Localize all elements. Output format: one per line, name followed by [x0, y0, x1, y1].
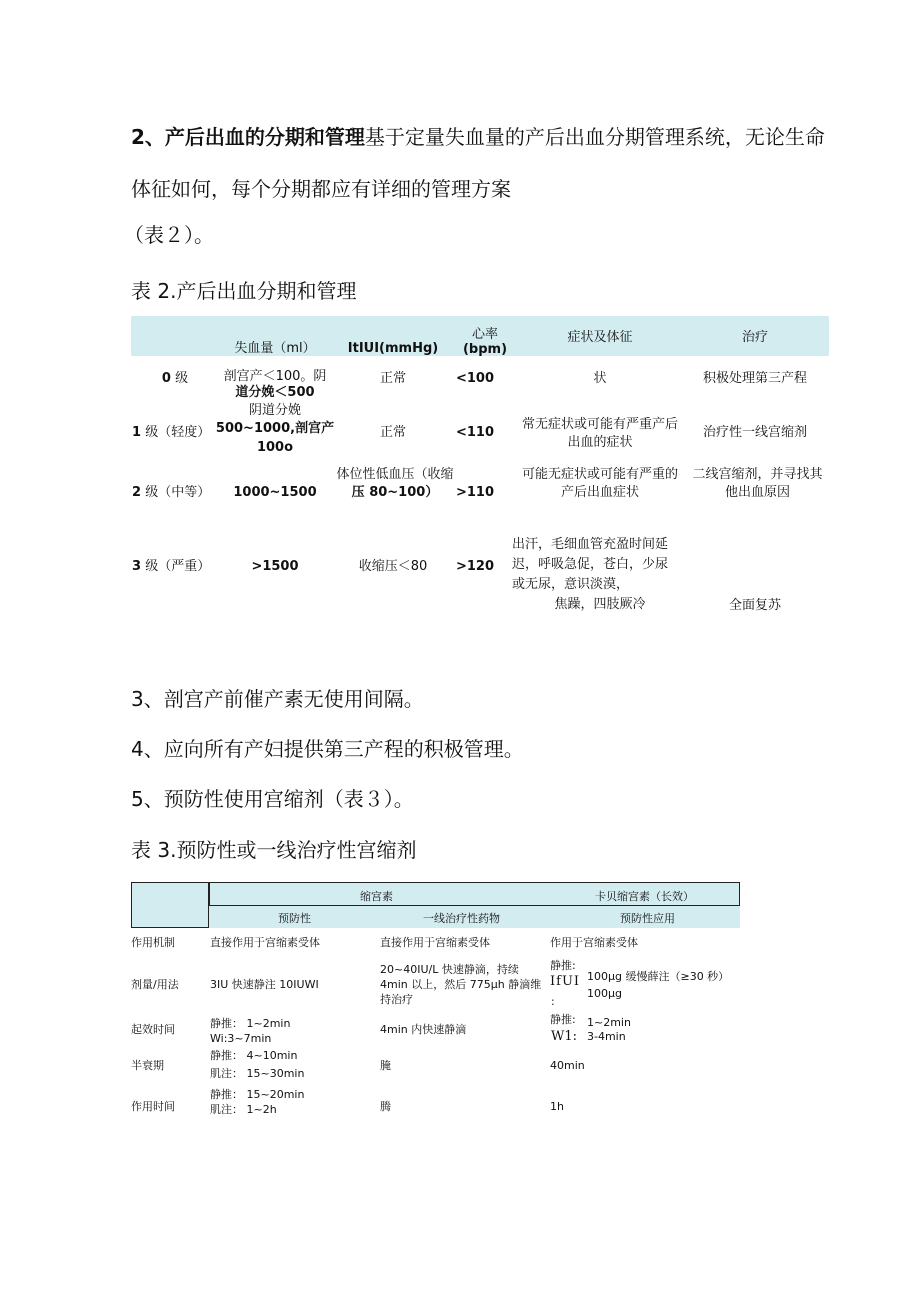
bp-value: 压 80~100）	[351, 485, 439, 500]
table2-header-symptoms: 症状及体征	[567, 330, 633, 345]
table3-mechanism-c1: 直接作用于宫缩素受体	[210, 936, 320, 949]
table2-header-treatment: 治疗	[741, 330, 768, 345]
table3-header-corner	[131, 882, 209, 928]
table3-halflife-c1-1: 静推： 4~10min	[210, 1049, 298, 1062]
table3-onset-c2: 4min 内快速静滴	[380, 1023, 467, 1036]
table3-onset-c1-2: Wi:3~7min	[210, 1032, 272, 1045]
section-heading-bold: 2、产后出血的分期和管理	[131, 125, 365, 149]
table3-mechanism-c3: 作用于宫缩素受体	[550, 936, 638, 949]
section-heading-line	[131, 121, 825, 150]
table2-row0-bp: 正常	[379, 371, 406, 386]
table3-sub-first-line: 一线治疗性药物	[423, 912, 500, 925]
table2-row3-symptoms-3: 或无尿，意识淡漠，	[512, 577, 630, 592]
table2-row2-bp-2	[325, 484, 465, 501]
table3-onset-c1-1: 静推： 1~2min	[210, 1017, 291, 1030]
table3-halflife-c2: 腌	[380, 1059, 391, 1072]
table2-row2-loss: 1000~1500	[233, 485, 317, 500]
table3-dose-c3-k3: :	[551, 995, 555, 1008]
table3-duration-c1-2: 肌注： 1~2h	[210, 1103, 277, 1116]
table3-dose-c1: 3IU 快速静注 10IUWI	[210, 978, 319, 991]
grade-number: 2	[132, 485, 142, 500]
table3-halflife-c3: 40min	[550, 1059, 585, 1072]
table3-group-oxytocin: 缩宫素	[360, 890, 393, 903]
table2-row2-hr: >110	[455, 485, 495, 500]
table3-onset-label: 起效时间	[131, 1023, 175, 1036]
grade-text: 级（中等）	[145, 485, 211, 500]
table3-onset-c3-k2: W1:	[551, 1029, 578, 1044]
intro-line-3: （表２）。	[124, 223, 214, 247]
table2-header-hr-2: (bpm)	[462, 342, 508, 357]
table2-caption: 表 2.产后出血分期和管理	[131, 279, 357, 303]
table2-row3-symptoms-1: 出汗，毛细血管充盈时间延	[512, 537, 669, 552]
table3-duration-c1-1: 静推： 15~20min	[210, 1088, 305, 1101]
point-5: 5、预防性使用宫缩剂（表３）。	[131, 787, 414, 811]
loss-text: 剖宫产＜100。阴	[223, 369, 327, 384]
table3-onset-c3-k1: 静推:	[550, 1013, 576, 1026]
table3-halflife-label: 半衰期	[131, 1059, 164, 1072]
table2-row3-symptoms-4: 焦躁，四肢厥冷	[554, 597, 646, 612]
table3-duration-c2: 腾	[380, 1100, 391, 1113]
table3-dose-c2-3: 持治疗	[380, 993, 413, 1006]
table3-duration-label: 作用时间	[131, 1100, 175, 1113]
table2-row2-symptoms-2: 产后出血症状	[560, 485, 639, 500]
table2-row2-symptoms-1: 可能无症状或可能有严重的	[521, 467, 678, 482]
table2-row0-grade	[135, 370, 215, 387]
table3-dose-c3-v2: 100μg	[587, 987, 622, 1000]
table2-header-bp: ItIUI(mmHg)	[347, 341, 439, 356]
table3-onset-c3-v1: 1~2min	[587, 1016, 631, 1029]
table2-row0-symptoms: 状	[593, 371, 607, 386]
grade-text: 级（严重）	[145, 559, 211, 574]
table2-row3-bp: 收缩压＜80	[358, 559, 428, 574]
table2-row2-treatment-1: 二线宫缩剂，并寻找其	[692, 467, 823, 482]
table2-row1-hr: <110	[455, 425, 495, 440]
table2-row2-bp-1: 体位性低血压（收缩	[336, 467, 454, 482]
table3-group-carbetocin: 卡贝缩宫素（长效）	[595, 890, 694, 903]
table2-row3-symptoms-2: 迟，呼吸急促，苍白，少尿	[512, 557, 669, 572]
table2-row3-grade	[132, 558, 212, 575]
table3-dose-c3-k1: 静推:	[550, 959, 576, 972]
table3-sub-carbetocin-use: 预防性应用	[620, 912, 675, 925]
table2-row1-loss-2: 500~1000,剖宫产	[215, 421, 335, 436]
table2-row0-hr: <100	[455, 371, 495, 386]
grade-number: 1	[132, 425, 142, 440]
table2-row1-loss-3: 100o	[256, 440, 294, 455]
table2-row1-bp: 正常	[379, 425, 406, 440]
table2-row1-loss-1: 阴道分娩	[248, 403, 301, 418]
point-3: 3、剖宫产前催产素无使用间隔。	[131, 687, 424, 711]
table2-row3-loss: >1500	[251, 559, 299, 574]
table2-header-blood-loss: 失血量（ml）	[234, 341, 316, 356]
table2-row0-treatment: 积极处理第三产程	[702, 371, 807, 386]
table3-duration-c3: 1h	[550, 1100, 564, 1113]
table3-dose-c2-2: 4min 以上，然后 775μh 静滴维	[380, 978, 542, 991]
section-heading-rest: 基于定量失血量的产后出血分期管理系统，无论生命	[364, 125, 825, 149]
table3-dose-c3-v1: 100μg 缓慢薛注（≥30 秒）	[587, 970, 730, 983]
table2-row1-treatment: 治疗性一线宫缩剂	[702, 425, 807, 440]
table3-dose-c3-k2: IfUI	[550, 974, 581, 989]
grade-text: 级（轻度）	[145, 425, 211, 440]
table2-row3-treatment: 全面复苏	[728, 598, 781, 613]
table2-row0-loss-1	[215, 368, 335, 385]
grade-text: 级	[175, 371, 189, 386]
table2-row2-treatment-2: 他出血原因	[724, 485, 790, 500]
table2-row1-symptoms-2: 出血的症状	[567, 435, 633, 450]
table3-mechanism-label: 作用机制	[131, 936, 175, 949]
point-4: 4、应向所有产妇提供第三产程的积极管理。	[131, 737, 524, 761]
table2-row1-symptoms-1: 常无症状或可能有严重产后	[521, 417, 678, 432]
table2-header-hr-1: 心率	[471, 327, 498, 342]
grade-number: 0	[161, 371, 171, 386]
table2-row2-grade	[132, 484, 212, 501]
grade-number: 3	[132, 559, 142, 574]
table3-onset-c3-v2: 3-4min	[587, 1030, 626, 1043]
table3-dose-c2-1: 20~40IU/L 快速静滴，持续	[380, 963, 519, 976]
intro-line-2: 体征如何，每个分期都应有详细的管理方案	[131, 177, 511, 201]
table3-mechanism-c2: 直接作用于宫缩素受体	[380, 936, 490, 949]
table2-row3-hr: >120	[455, 559, 495, 574]
table2-row0-loss-2: 道分娩＜500	[235, 385, 315, 400]
table2-row1-grade	[132, 424, 212, 441]
table3-halflife-c1-2: 肌注： 15~30min	[210, 1067, 305, 1080]
table3-caption: 表 3.预防性或一线治疗性宫缩剂	[131, 838, 417, 862]
table3-dose-label: 剂量/用法	[131, 978, 179, 991]
table3-sub-prophylactic: 预防性	[278, 912, 311, 925]
